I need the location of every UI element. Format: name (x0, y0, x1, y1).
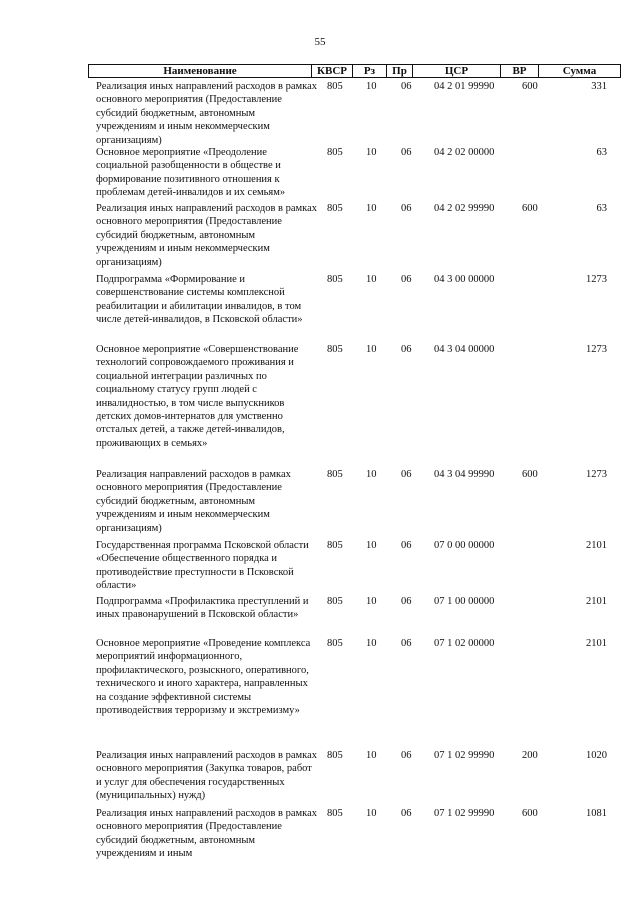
table-row (0, 595, 640, 637)
header-kvsr: КВСР (311, 65, 352, 77)
row-sum: 1273 (586, 344, 607, 355)
row-vr: 600 (522, 808, 538, 819)
row-name: Государственная программа Псковской области «Обеспечение общественного порядка и противодействие преступности в Псковской области» (96, 540, 309, 592)
header-rz: Рз (352, 65, 386, 77)
row-name: Основное мероприятие «Преодоление социальной разобщенности в обществе и формирование позитивного отношения к проблемам детей-инвалидов и их семьям» (96, 147, 286, 199)
row-kvsr: 805 (327, 81, 343, 92)
row-csr: 04 3 04 00000 (434, 344, 495, 355)
row-rz: 10 (366, 274, 377, 285)
row-csr: 07 1 02 99990 (434, 808, 495, 819)
row-pr: 06 (401, 469, 412, 480)
table-row (0, 539, 640, 595)
table-row (0, 273, 640, 343)
row-name: Реализация направлений расходов в рамках основного мероприятия (Предоставление субсидий бюджетным, автономным учреждениям и иным некоммерческим организациям) (96, 469, 291, 534)
row-kvsr: 805 (327, 469, 343, 480)
row-name: Основное мероприятие «Проведение комплекса мероприятий информационного, профилактического, розыскного, оперативного, технического и иного характера, направленных на создание эффективной системы противодействия терроризму и экстремизму» (96, 638, 311, 717)
row-rz: 10 (366, 750, 377, 761)
row-kvsr: 805 (327, 274, 343, 285)
row-pr: 06 (401, 203, 412, 214)
row-pr: 06 (401, 147, 412, 158)
row-csr: 04 3 04 99990 (434, 469, 495, 480)
row-kvsr: 805 (327, 638, 343, 649)
row-rz: 10 (366, 344, 377, 355)
row-name: Подпрограмма «Формирование и совершенствование системы комплексной реабилитации и абилитации инвалидов, в том числе детей-инвалидов, в Псковской области» (96, 274, 303, 326)
row-csr: 04 2 01 99990 (434, 81, 495, 92)
row-csr: 04 2 02 00000 (434, 147, 495, 158)
row-rz: 10 (366, 540, 377, 551)
row-name: Реализация иных направлений расходов в рамках основного мероприятия (Предоставление субсидий бюджетным, автономным учреждениям и иным (96, 808, 318, 860)
row-kvsr: 805 (327, 540, 343, 551)
row-pr: 06 (401, 81, 412, 92)
row-csr: 04 2 02 99990 (434, 203, 495, 214)
row-sum: 1273 (586, 274, 607, 285)
row-kvsr: 805 (327, 344, 343, 355)
table-row (0, 637, 640, 749)
row-sum: 331 (591, 81, 607, 92)
row-pr: 06 (401, 596, 412, 607)
row-name: Подпрограмма «Профилактика преступлений и иных правонарушений в Псковской области» (96, 596, 309, 621)
table-row (0, 749, 640, 807)
row-sum: 2101 (586, 540, 607, 551)
row-sum: 2101 (586, 596, 607, 607)
row-name: Реализация иных направлений расходов в рамках основного мероприятия (Закупка товаров, работ и услуг для обеспечения государственных (муниципальных) нужд) (96, 750, 318, 802)
row-sum: 1081 (586, 808, 607, 819)
row-rz: 10 (366, 808, 377, 819)
header-sum: Сумма (538, 65, 620, 77)
row-pr: 06 (401, 750, 412, 761)
row-name: Основное мероприятие «Совершенствование технологий сопровождаемого проживания и социальной интеграции различных по социальному статусу групп людей с инвалидностью, в том числе выпускников детских домов-интернатов для умственно отсталых детей, а также детей-инвалидов, проживающих в семьях» (96, 344, 299, 449)
table-row (0, 343, 640, 468)
table-row (0, 807, 640, 867)
row-kvsr: 805 (327, 808, 343, 819)
row-rz: 10 (366, 596, 377, 607)
row-pr: 06 (401, 344, 412, 355)
row-rz: 10 (366, 469, 377, 480)
row-kvsr: 805 (327, 147, 343, 158)
row-csr: 07 0 00 00000 (434, 540, 495, 551)
header-vr: ВР (500, 65, 538, 77)
table-body (0, 80, 640, 867)
row-vr: 600 (522, 81, 538, 92)
row-pr: 06 (401, 540, 412, 551)
table-row (0, 80, 640, 146)
row-sum: 1273 (586, 469, 607, 480)
row-pr: 06 (401, 808, 412, 819)
table-header (88, 64, 621, 78)
header-csr: ЦСР (412, 65, 500, 77)
header-pr: Пр (386, 65, 412, 77)
row-sum: 2101 (586, 638, 607, 649)
row-sum: 63 (596, 203, 607, 214)
table-row (0, 468, 640, 539)
row-name: Реализация иных направлений расходов в рамках основного мероприятия (Предоставление субсидий бюджетным, автономным учреждениям и иным некоммерческим организациям) (96, 203, 318, 268)
row-rz: 10 (366, 147, 377, 158)
table-row (0, 146, 640, 202)
row-rz: 10 (366, 203, 377, 214)
row-csr: 07 1 00 00000 (434, 596, 495, 607)
row-rz: 10 (366, 638, 377, 649)
row-csr: 07 1 02 99990 (434, 750, 495, 761)
row-pr: 06 (401, 274, 412, 285)
row-pr: 06 (401, 638, 412, 649)
row-kvsr: 805 (327, 203, 343, 214)
row-name: Реализация иных направлений расходов в рамках основного мероприятия (Предоставление субсидий бюджетным, автономным учреждениям и иным некоммерческим организациям) (96, 81, 318, 146)
row-csr: 07 1 02 00000 (434, 638, 495, 649)
row-vr: 200 (522, 750, 538, 761)
row-csr: 04 3 00 00000 (434, 274, 495, 285)
row-vr: 600 (522, 203, 538, 214)
row-vr: 600 (522, 469, 538, 480)
row-kvsr: 805 (327, 596, 343, 607)
row-kvsr: 805 (327, 750, 343, 761)
table-row (0, 202, 640, 273)
page-number: 55 (314, 36, 326, 48)
row-sum: 1020 (586, 750, 607, 761)
header-name: Наименование (163, 65, 237, 77)
row-sum: 63 (596, 147, 607, 158)
row-rz: 10 (366, 81, 377, 92)
